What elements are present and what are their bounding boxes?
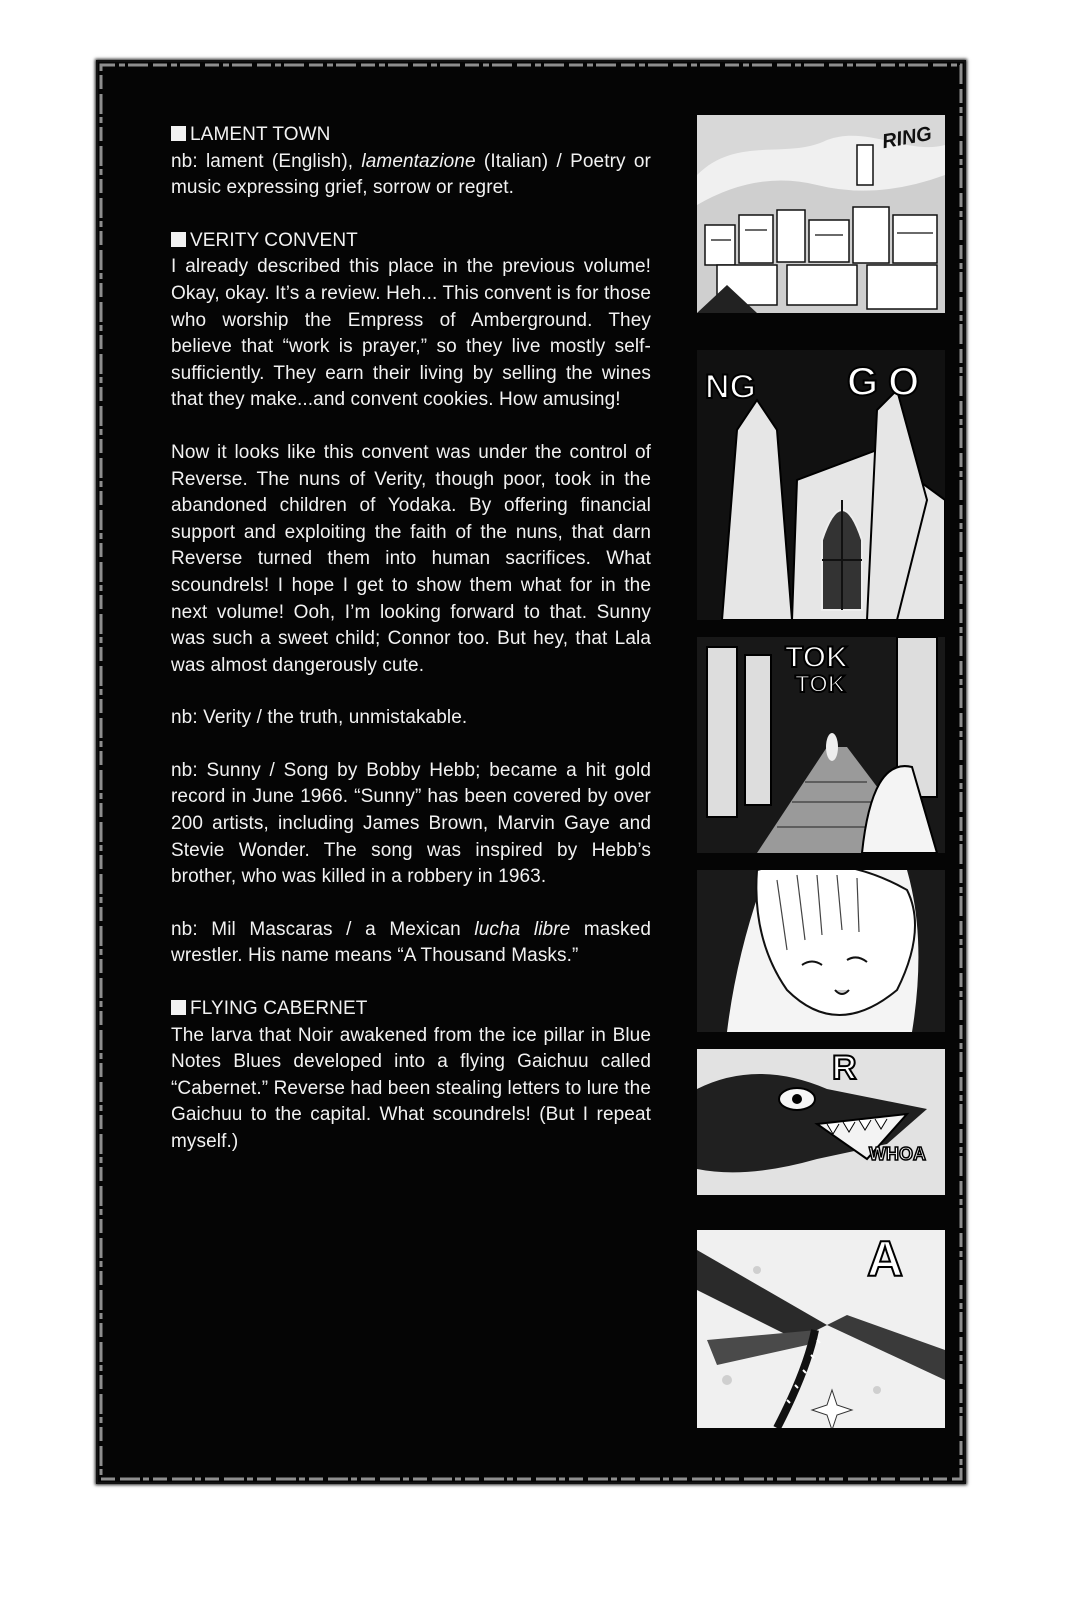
sfx-go: GO [847,360,930,404]
verity-note-block [171,705,651,732]
section-heading: FLYING CABERNET [171,996,651,1023]
sfx-ng: NG [705,368,756,406]
section-verity-convent [171,228,651,414]
girl-illustration [697,870,945,1032]
sfx-a: A [867,1231,904,1287]
manga-panel-corridor [697,637,945,853]
mil-mascaras-note-block [171,917,651,970]
sunny-note-block [171,758,651,891]
mil-mascaras-note: nb: Mil Mascaras / a Mexican lucha libre masked wrestler. His name means “A Thousand Masks.” [171,918,651,967]
verity-paragraph-2: Now it looks like this convent was under the control of Reverse. The nuns of Verity, though poor, took in the abandoned children of Yodaka. By offering financial support and exploiting the faith of the nuns, that darn Reverse turned them into human sacrifices. What scoundrels! I hope I get to show them what for in the next volume! Ooh, I’m looking forward to that. Sunny was such a sweet child; Connor too. But hey, that Lala was almost dangerously cute. [171,441,651,676]
section-heading: VERITY CONVENT [171,228,651,255]
sfx-tok-1: TOK [785,641,848,674]
sfx-whoa: WHOA [869,1144,926,1164]
square-bullet-icon [171,232,186,247]
creature-illustration [697,1049,945,1195]
section-flying-cabernet [171,996,651,1156]
manga-panel-flying-cabernet [697,1230,945,1428]
section-heading: LAMENT TOWN [171,122,651,149]
sfx-r: R [832,1049,857,1087]
square-bullet-icon [171,1000,186,1015]
verity-paragraph-1: I already described this place in the previous volume! Okay, okay. It’s a review. Heh... This convent is for those who worship the Empress of Amberground. They believe that “work is prayer,” so they live mostly self-sufficiently. They earn their living by selling the wines that they make...and convent cookies. How amusing! [171,256,651,411]
glossary-text-column [171,122,651,1182]
lament-note: nb: lament (English), lamentazione (Italian) / Poetry or music expressing grief, sorrow or regret. [171,150,651,199]
flying-cabernet-illustration [697,1230,945,1428]
verity-note: nb: Verity / the truth, unmistakable. [171,707,468,729]
manga-panel-creature [697,1049,945,1195]
sfx-tok-2: TOK [795,671,846,698]
section-lament-town [171,122,651,202]
cabernet-paragraph: The larva that Noir awakened from the ice pillar in Blue Notes Blues developed into a flying Gaichuu called “Cabernet.” Reverse had been stealing letters to lure the Gaichuu to the capital. What scoundrels! (But I repeat myself.) [171,1024,651,1152]
verity-paragraph-2-block [171,440,651,679]
manga-panel-girl [697,870,945,1032]
manga-panel-cathedral [697,350,945,620]
sunny-note: nb: Sunny / Song by Bobby Hebb; became a hit gold record in June 1966. “Sunny” has been covered by over 200 artists, including James Brown, Marvin Gaye and Stevie Wonder. The song was inspired by Hebb’s brother, who was killed in a robbery in 1963. [171,759,651,888]
square-bullet-icon [171,126,186,141]
manga-panel-town [697,115,945,313]
sfx-ring: RING [880,122,934,154]
